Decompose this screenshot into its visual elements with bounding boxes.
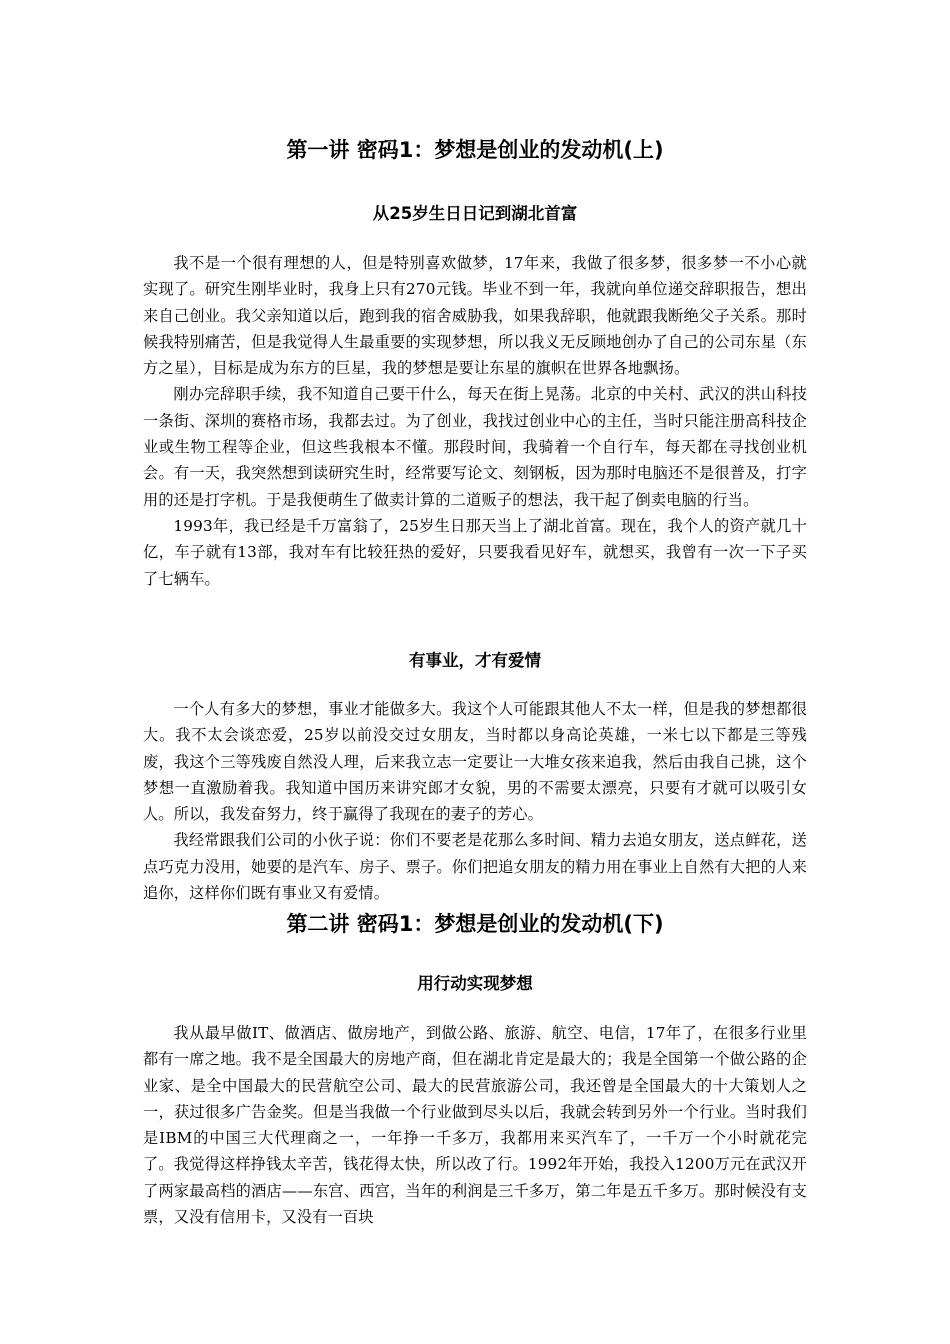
lecture-1-title: 第一讲 密码1：梦想是创业的发动机(上) bbox=[286, 138, 664, 162]
paragraph: 我不是一个很有理想的人，但是特别喜欢做梦，17年来，我做了很多梦，很多梦一不小心就实现了。研究生刚毕业时，我身上只有270元钱。毕业不到一年，我就向单位递交辞职报告，想出来自己创业。我父亲知道以后，跑到我的宿舍威胁我，如果我辞职，他就跟我断绝父子关系。那时候我特别痛苦，但是我觉得人生最重要的实现梦想，所以我义无反顾地创办了自己的公司东星（东方之星），目标是成为东方的巨星，我的梦想是要让东星的旗帜在世界各地飘扬。 bbox=[143, 254, 807, 378]
section-body-action-dreams bbox=[143, 1020, 807, 1230]
section-title-action-dreams: 用行动实现梦想 bbox=[417, 974, 533, 993]
section-body-birthday-diary bbox=[143, 250, 807, 592]
paragraph: 我经常跟我们公司的小伙子说：你们不要老是花那么多时间、精力去追女朋友，送点鲜花，送点巧克力没用，她要的是汽车、房子、票子。你们把追女朋友的精力用在事业上自然有大把的人来追你，这样你们既有事业又有爱情。 bbox=[143, 831, 807, 903]
section-title-birthday-diary: 从25岁生日日记到湖北首富 bbox=[372, 204, 578, 223]
section-body-career-and-love bbox=[143, 696, 807, 906]
lecture-2-title: 第二讲 密码1：梦想是创业的发动机(下) bbox=[286, 912, 664, 936]
paragraph: 一个人有多大的梦想，事业才能做多大。我这个人可能跟其他人不太一样，但是我的梦想都很大。我不太会谈恋爱，25岁以前没交过女朋友，当时都以身高论英雄，一米七以下都是三等残废，我这个三等残废自然没人理，后来我立志一定要让一大堆女孩来追我，然后由我自己挑，这个梦想一直激励着我。我知道中国历来讲究郎才女貌，男的不需要太漂亮，只要有才就可以吸引女人。所以，我发奋努力，终于赢得了我现在的妻子的芳心。 bbox=[143, 700, 807, 824]
paragraph: 1993年，我已经是千万富翁了，25岁生日那天当上了湖北首富。现在，我个人的资产就几十亿，车子就有13部，我对车有比较狂热的爱好，只要我看见好车，就想买，我曾有一次一下子买了七辆车。 bbox=[143, 516, 807, 588]
paragraph: 刚办完辞职手续，我不知道自己要干什么，每天在街上晃荡。北京的中关村、武汉的洪山科技一条街、深圳的赛格市场，我都去过。为了创业，我找过创业中心的主任，当时只能注册高科技企业或生物工程等企业，但这些我根本不懂。那段时间，我骑着一个自行车，每天都在寻找创业机会。有一天，我突然想到读研究生时，经常要写论文、刻钢板，因为那时电脑还不是很普及，打字用的还是打字机。于是我便萌生了做卖计算的二道贩子的想法，我干起了倒卖电脑的行当。 bbox=[143, 385, 807, 509]
section-title-career-and-love: 有事业，才有爱情 bbox=[409, 651, 541, 670]
paragraph: 我从最早做IT、做酒店、做房地产，到做公路、旅游、航空、电信，17年了，在很多行业里都有一席之地。我不是全国最大的房地产商，但在湖北肯定是最大的；我是全国第一个做公路的企业家、是全中国最大的民营航空公司、最大的民营旅游公司，我还曾是全国最大的十大策划人之一，获过很多广告金奖。但是当我做一个行业做到尽头以后，我就会转到另外一个行业。当时我们是IBM的中国三大代理商之一，一年挣一千多万，我都用来买汽车了，一千万一个小时就花完了。我觉得这样挣钱太辛苦，钱花得太快，所以改了行。1992年开始，我投入1200万元在武汉开了两家最高档的酒店——东宫、西宫，当年的利润是三千多万，第二年是五千多万。那时候没有支票，又没有信用卡，又没有一百块 bbox=[143, 1024, 807, 1227]
